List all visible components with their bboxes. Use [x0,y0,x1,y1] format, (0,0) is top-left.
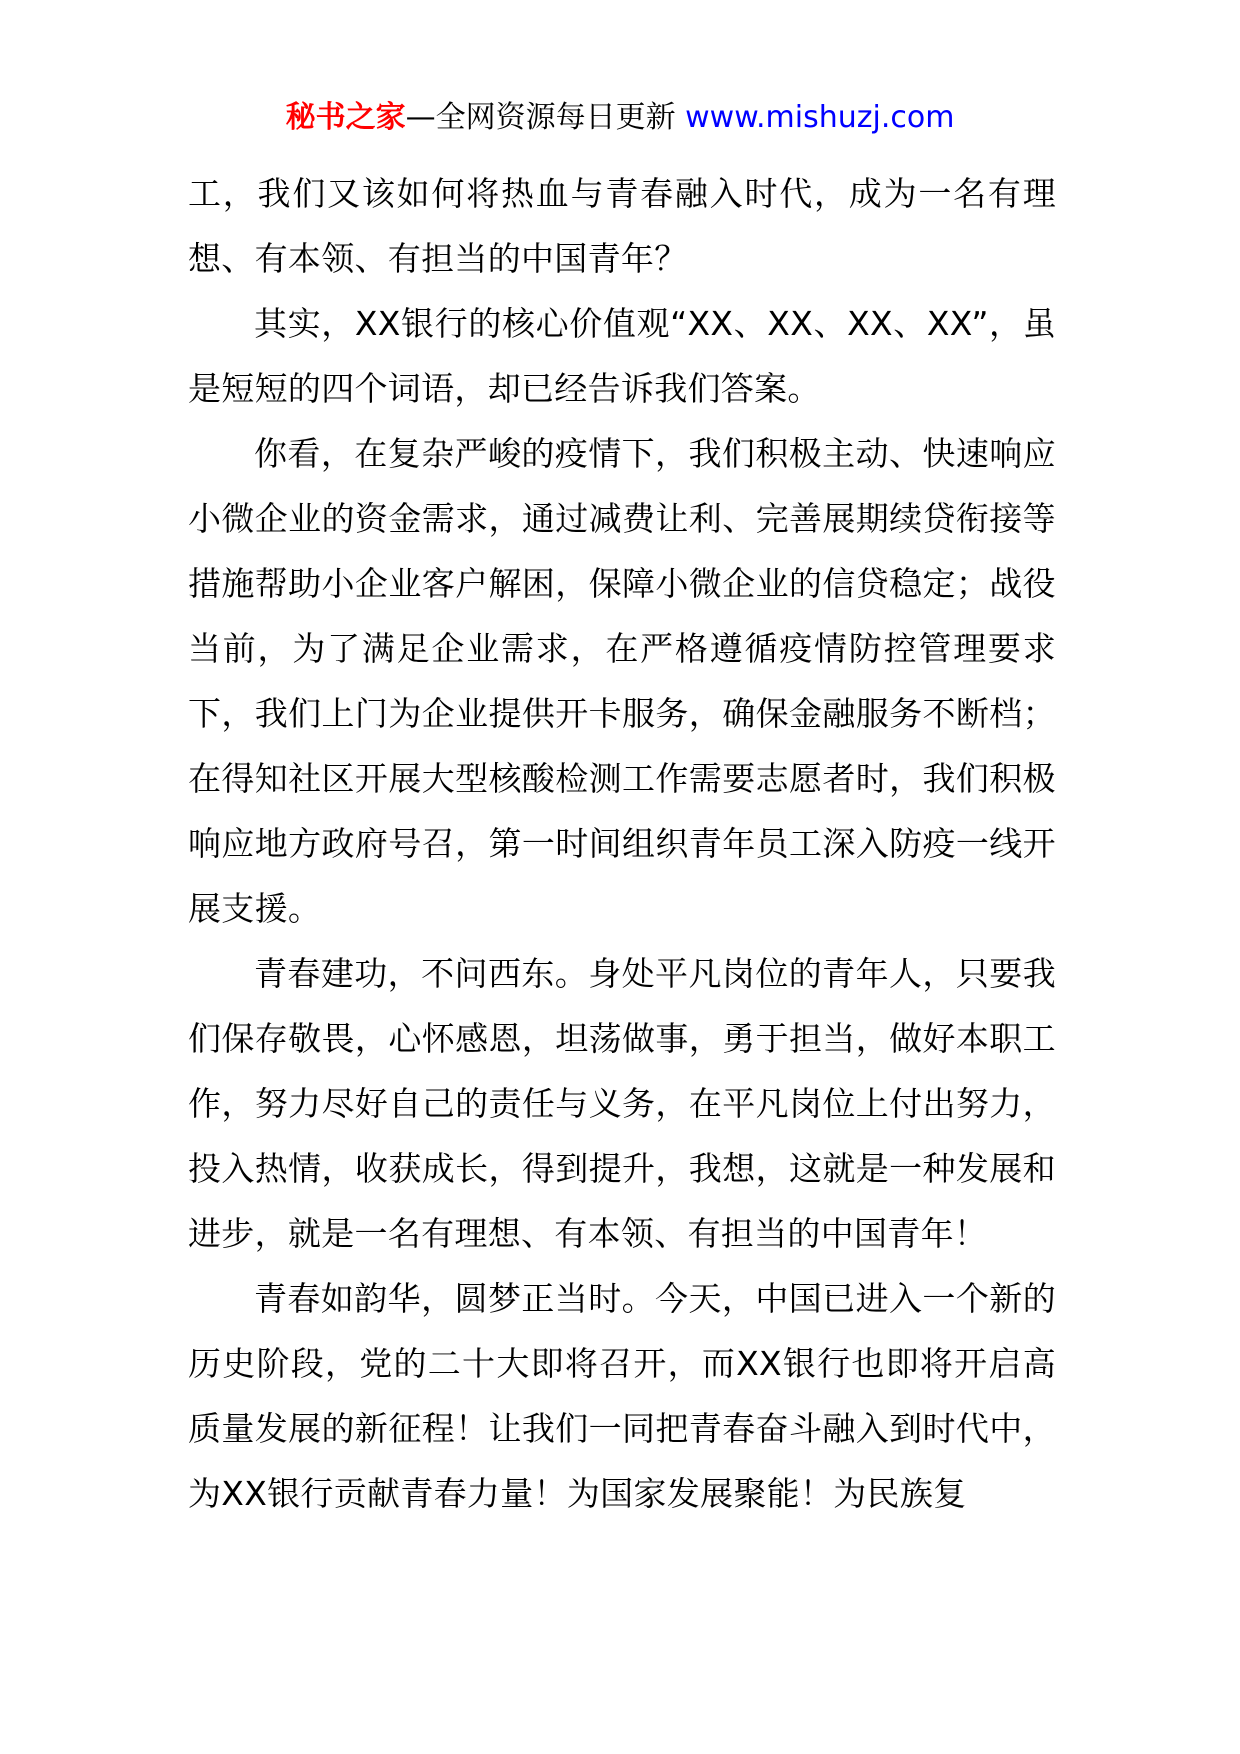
paragraph: 你看，在复杂严峻的疫情下，我们积极主动、快速响应小微企业的资金需求，通过减费让利、完善展期续贷衔接等措施帮助小企业客户解困，保障小微企业的信贷稳定；战役当前，为了满足企业需求，在严格遵循疫情防控管理要求下，我们上门为企业提供开卡服务，确保金融服务不断档；在得知社区开展大型核酸检测工作需要志愿者时，我们积极响应地方政府号召，第一时间组织青年员工深入防疫一线开展支援。 [188,434,1056,928]
page-header [0,98,1240,138]
header-slogan: —全网资源每日更新 [405,100,686,135]
header-brand: 秘书之家 [285,100,406,135]
paragraph: 青春建功，不问西东。身处平凡岗位的青年人，只要我们保存敬畏，心怀感恩，坦荡做事，勇于担当，做好本职工作，努力尽好自己的责任与义务，在平凡岗位上付出努力，投入热情，收获成长，得到提升，我想，这就是一种发展和进步，就是一名有理想、有本领、有担当的中国青年！ [188,954,1056,1253]
document-body [188,161,1056,1526]
paragraph-continuation: 工，我们又该如何将热血与青春融入时代，成为一名有理想、有本领、有担当的中国青年？ [188,174,1056,278]
paragraph: 青春如韵华，圆梦正当时。今天，中国已进入一个新的历史阶段，党的二十大即将召开，而XX银行也即将开启高质量发展的新征程！让我们一同把青春奋斗融入到时代中，为XX银行贡献青春力量！为国家发展聚能！为民族复 [188,1279,1056,1513]
paragraph: 其实，XX银行的核心价值观“XX、XX、XX、XX”，虽是短短的四个词语，却已经告诉我们答案。 [188,304,1056,408]
header-url-link[interactable]: www.mishuzj.com [685,100,955,135]
